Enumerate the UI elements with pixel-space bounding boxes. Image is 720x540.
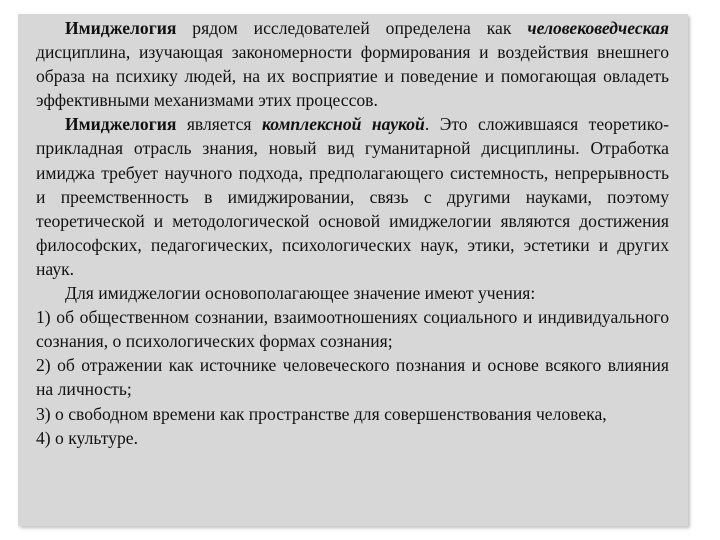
list-item: 3) о свободном времени как пространстве для совершенствования человека, (36, 403, 607, 424)
term-imagelogy: Имиджелогия (65, 18, 177, 38)
term-humanitarian: человековедческая (527, 18, 669, 38)
paragraph-text: является (176, 114, 262, 135)
list-item: 1) об общественном сознании, взаимоотношениях социального и индивидуального сознания, о психологических формах сознания; (36, 307, 669, 352)
paragraph-definition (36, 16, 669, 112)
slide-text-body (36, 16, 669, 450)
paragraph-text: дисциплина, изучающая закономерности формирования и воздействия внешнего образа на психику людей, на их восприятие и поведение и помогающая овладеть эффективными механизмами этих процессов. (36, 42, 669, 111)
paragraph-complex-science (36, 112, 669, 281)
paragraph-teachings-intro: Для имиджелогии основополагающее значение имеют учения: (65, 283, 536, 304)
term-imagelogy: Имиджелогия (65, 114, 177, 135)
paragraph-text: . Это сложившаяся теоретико-прикладная отрасль знания, новый вид гуманитарной дисциплины. Отработка имиджа требует научного подхода, предполагающего системность, непрерывность и преемственность в имиджировании, связь с другими науками, поэтому теоретической и методологической основой имиджелогии являются достижения философских, педагогических, психологических наук, этики, эстетики и других наук. (36, 114, 669, 279)
list-item: 4) о культуре. (36, 427, 138, 448)
paragraph-text: рядом исследователей определена как (176, 18, 528, 38)
emphasis-complex-science: комплексной наукой (261, 114, 425, 135)
list-item: 2) об отражении как источнике человеческого познания и основе всякого влияния на личность; (36, 355, 669, 400)
